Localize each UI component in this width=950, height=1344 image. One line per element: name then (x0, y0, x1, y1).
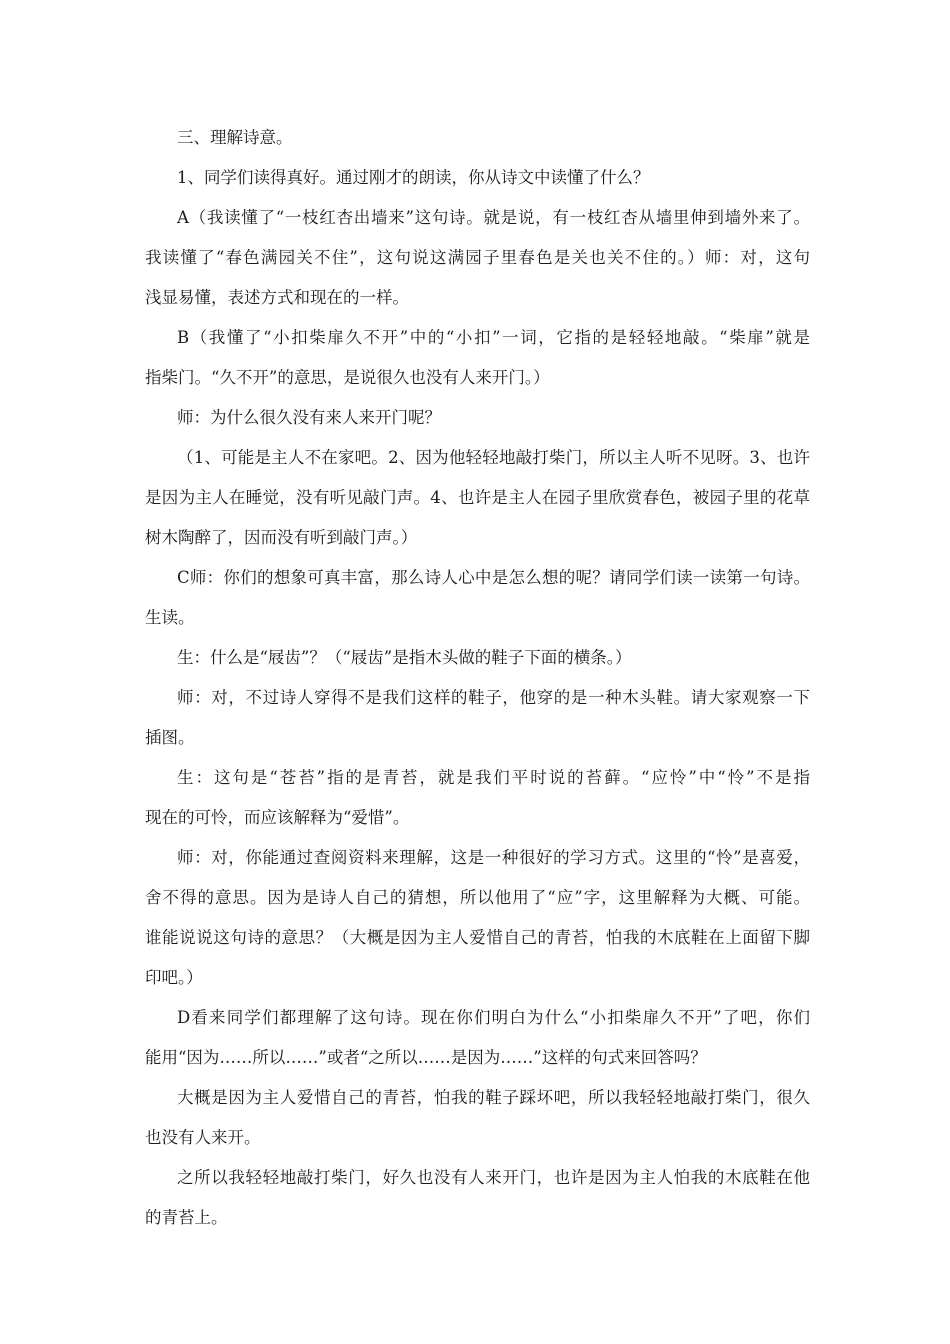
paragraph-d-line-1: D看来同学们都理解了这句诗。现在你们明白为什么“小扣柴扉久不开”了吧，你们 (177, 1008, 810, 1027)
example-answer-2-line-1: 之所以我轻轻地敲打柴门，好久也没有人来开门，也许是因为主人怕我的木底鞋在他 (177, 1168, 810, 1187)
teacher-explain-line-4: 印吧。） (145, 968, 203, 987)
paragraph-c-line-2: 生读。 (145, 608, 195, 627)
student-answer-line-1: 生：这句是“苍苔”指的是青苔，就是我们平时说的苔藓。“应怜”中“怜”不是指 (177, 768, 810, 787)
student-question: 生：什么是“屐齿”？（“屐齿”是指木头做的鞋子下面的横条。） (177, 648, 632, 667)
teacher-explain-line-2: 舍不得的意思。因为是诗人自己的猜想，所以他用了“应”字，这里解释为大概、可能。 (145, 888, 810, 907)
paragraph-d-line-2: 能用“因为……所以……”或者“之所以……是因为……”这样的句式来回答吗？ (145, 1048, 707, 1067)
teacher-explain-line-1: 师：对，你能通过查阅资料来理解，这是一种很好的学习方式。这里的“怜”是喜爱， (177, 848, 810, 867)
teacher-reply-line-1: 师：对，不过诗人穿得不是我们这样的鞋子，他穿的是一种木头鞋。请大家观察一下 (177, 688, 810, 707)
teacher-explain-line-3: 谁能说说这句诗的意思？（大概是因为主人爱惜自己的青苔，怕我的木底鞋在上面留下脚 (145, 928, 810, 947)
paragraph-a-line-1: A（我读懂了“一枝红杏出墙来”这句诗。就是说，有一枝红杏从墙里伸到墙外来了。 (177, 208, 810, 227)
paragraph-a-line-2: 我读懂了“春色满园关不住”，这句说这满园子里春色是关也关不住的。）师：对，这句 (145, 248, 810, 267)
section-heading: 三、理解诗意。 (177, 128, 293, 147)
example-answer-1-line-2: 也没有人来开。 (145, 1128, 261, 1147)
teacher-reply-line-2: 插图。 (145, 728, 195, 747)
student-answer-line-2: 现在的可怜，而应该解释为“爱惜”。 (145, 808, 410, 827)
answers-line-1: （1、可能是主人不在家吧。2、因为他轻轻地敲打柴门，所以主人听不见呀。3、也许 (177, 448, 810, 467)
paragraph-b-line-2: 指柴门。“久不开”的意思，是说很久也没有人来开门。） (145, 368, 550, 387)
paragraph-c-line-1: C师：你们的想象可真丰富，那么诗人心中是怎么想的呢？请同学们读一读第一句诗。 (177, 568, 810, 587)
answers-line-2: 是因为主人在睡觉，没有听见敲门声。4、也许是主人在园子里欣赏春色，被园子里的花草 (145, 488, 810, 507)
question-1: 1、同学们读得真好。通过刚才的朗读，你从诗文中读懂了什么？ (177, 168, 650, 187)
example-answer-2-line-2: 的青苔上。 (145, 1208, 228, 1227)
answers-line-3: 树木陶醉了，因而没有听到敲门声。） (145, 528, 418, 547)
paragraph-a-line-3: 浅显易懂，表述方式和现在的一样。 (145, 288, 409, 307)
paragraph-b-line-1: B（我懂了“小扣柴扉久不开”中的“小扣”一词，它指的是轻轻地敲。“柴扉”就是 (177, 328, 810, 347)
example-answer-1-line-1: 大概是因为主人爱惜自己的青苔，怕我的鞋子踩坏吧，所以我轻轻地敲打柴门，很久 (177, 1088, 810, 1107)
teacher-question: 师：为什么很久没有来人来开门呢？ (177, 408, 441, 427)
